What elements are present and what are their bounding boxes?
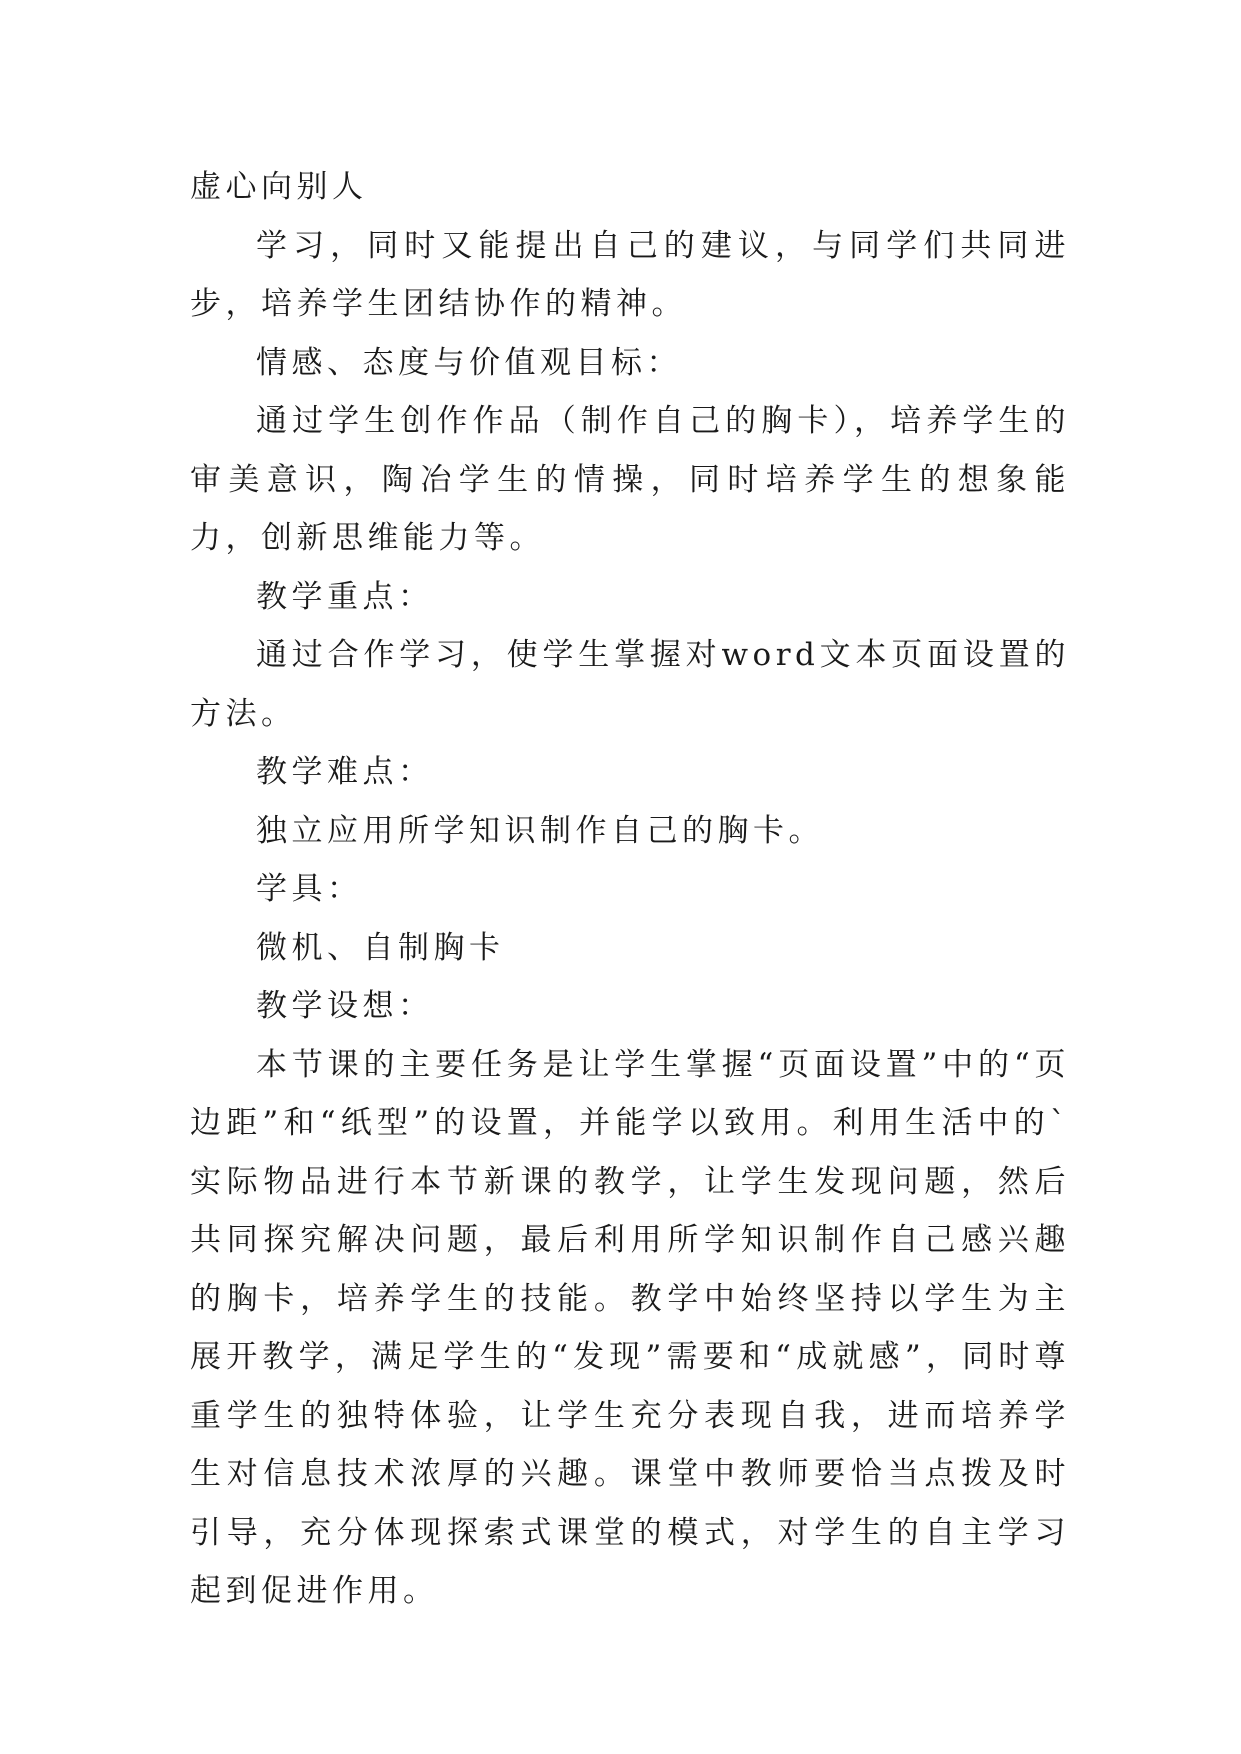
paragraph-continued-heading: 虚心向别人 bbox=[190, 169, 368, 205]
heading-teaching-difficulty: 教学难点： bbox=[256, 754, 434, 790]
paragraph-teaching-focus: 通过合作学习，使学生掌握对word文本页面设置的方法。 bbox=[190, 637, 1070, 732]
paragraph-teaching-difficulty: 独立应用所学知识制作自己的胸卡。 bbox=[256, 812, 824, 849]
heading-emotion-goals: 情感、态度与价值观目标： bbox=[256, 344, 682, 381]
document-body bbox=[190, 158, 1070, 1621]
paragraph-learning-tools: 微机、自制胸卡 bbox=[256, 929, 505, 966]
heading-learning-tools: 学具： bbox=[256, 871, 363, 907]
paragraph-emotion-goals: 通过学生创作作品（制作自己的胸卡），培养学生的审美意识，陶冶学生的情操，同时培养学生的想象能力，创新思维能力等。 bbox=[190, 403, 1070, 556]
heading-teaching-concept: 教学设想： bbox=[256, 988, 434, 1024]
paragraph-collaboration: 学习，同时又能提出自己的建议，与同学们共同进步，培养学生团结协作的精神。 bbox=[190, 227, 1070, 322]
paragraph-teaching-concept: 本节课的主要任务是让学生掌握“页面设置”中的“页边距”和“纸型”的设置，并能学以致用。利用生活中的`实际物品进行本节新课的教学，让学生发现问题，然后共同探究解决问题，最后利用所学知识制作自己感兴趣的胸卡，培养学生的技能。教学中始终坚持以学生为主展开教学，满足学生的“发现”需要和“成就感”，同时尊重学生的独特体验，让学生充分表现自我，进而培养学生对信息技术浓厚的兴趣。课堂中教师要恰当点拨及时引导，充分体现探索式课堂的模式，对学生的自主学习起到促进作用。 bbox=[190, 1046, 1070, 1609]
heading-teaching-focus: 教学重点： bbox=[256, 578, 434, 615]
